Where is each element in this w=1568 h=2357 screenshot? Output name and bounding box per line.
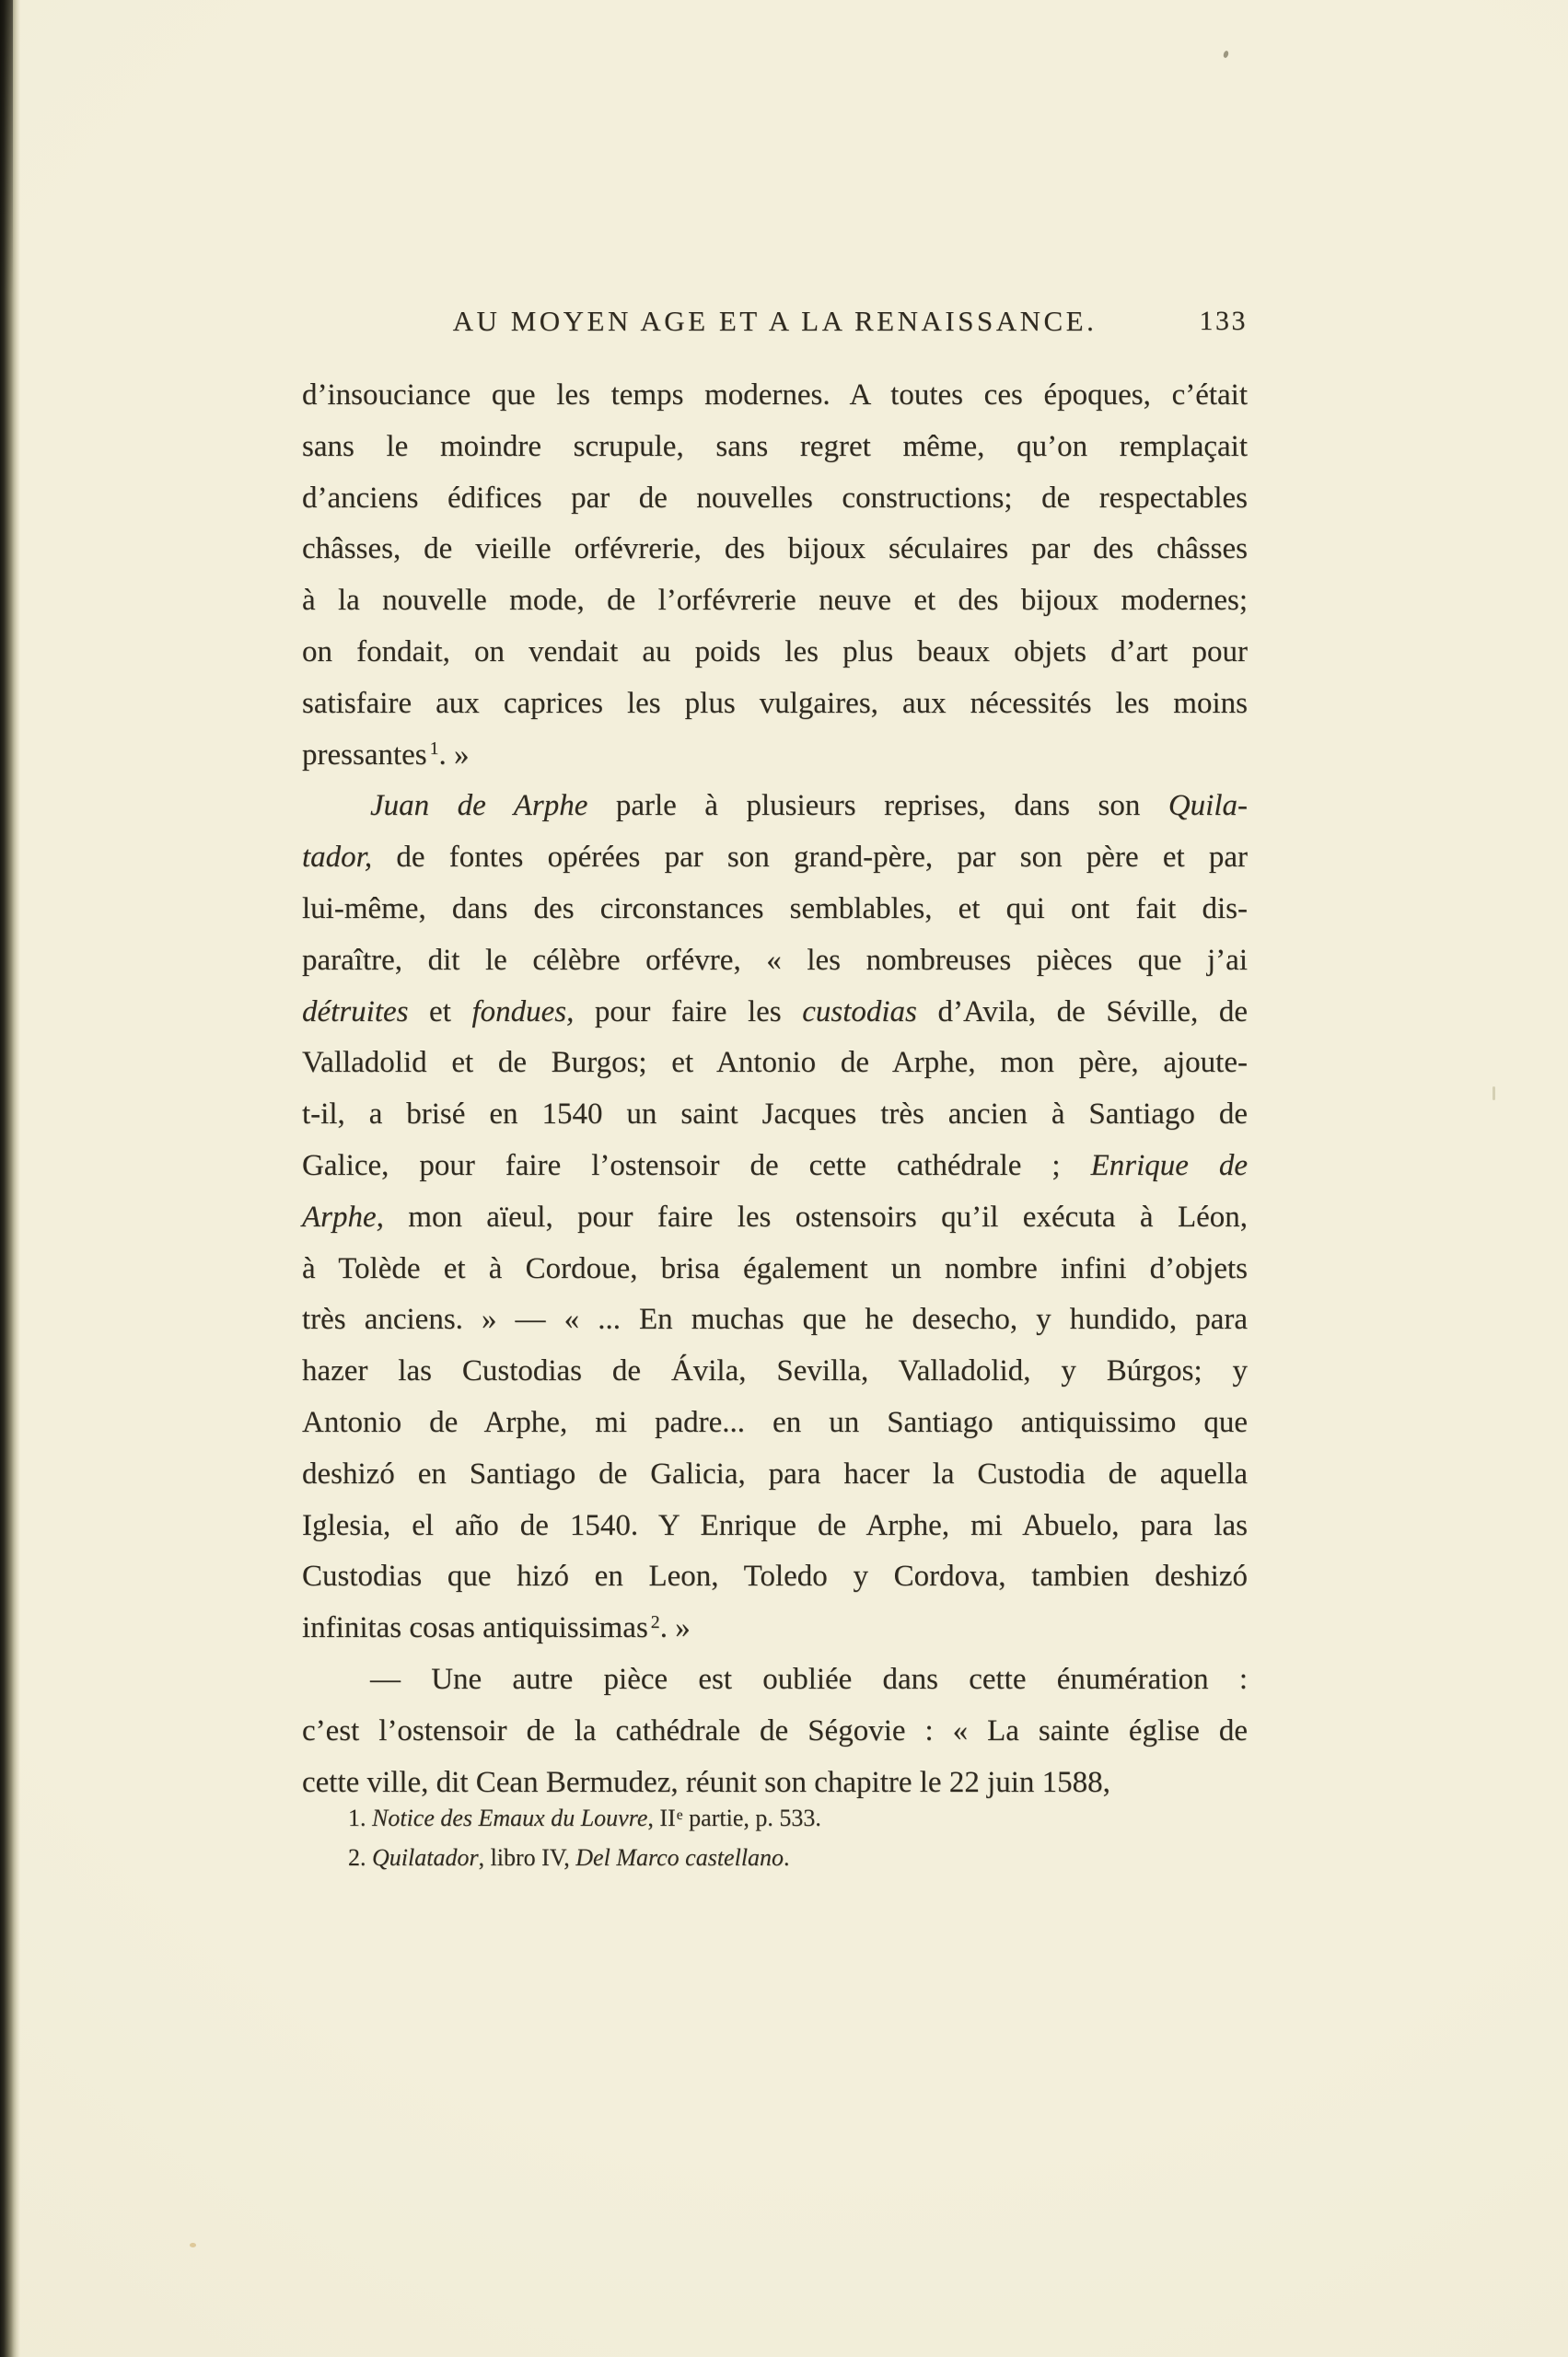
text-line: [302, 1449, 1248, 1501]
italic-text-run: Quilatador: [372, 1844, 479, 1871]
text-line: [302, 884, 1248, 935]
text-line: [302, 1706, 1248, 1758]
text-line: [302, 575, 1248, 627]
text-line: [302, 730, 1248, 782]
text-run: paraître, dit le célèbre orfévre, « les nombreuses pièces que j’ai: [302, 943, 1248, 977]
text-run: pressantes: [302, 737, 427, 772]
italic-text-run: Del Marco castellano: [575, 1844, 784, 1871]
text-run: — Une autre pièce est oubliée dans cette énumération :: [370, 1662, 1248, 1696]
text-line: [302, 1501, 1248, 1552]
footnote-reference: 1: [429, 738, 439, 760]
italic-text-run: custodias: [802, 994, 917, 1028]
text-line: [302, 781, 1248, 832]
text-line: [302, 1295, 1248, 1346]
paragraph: [302, 1655, 1248, 1808]
text-run: châsses, de vieille orfévrerie, des bijoux séculaires par des châsses: [302, 532, 1248, 566]
text-line: [302, 422, 1248, 473]
page-binding-edge: [0, 0, 20, 2357]
text-run: d’anciens édifices par de nouvelles constructions; de respectables: [302, 481, 1248, 515]
text-run: d’insouciance que les temps modernes. A toutes ces époques, c’était: [302, 378, 1248, 412]
text-line: [302, 1038, 1248, 1089]
text-line: [302, 987, 1248, 1039]
text-line: [302, 1603, 1248, 1655]
italic-text-run: Enrique de: [1090, 1148, 1248, 1182]
footnote-reference: 2: [650, 1611, 660, 1632]
footnote: [348, 1798, 1204, 1838]
text-run: , II: [647, 1805, 676, 1831]
italic-text-run: Notice des Emaux du Louvre: [372, 1805, 648, 1831]
text-run: et: [408, 994, 472, 1028]
text-line: [302, 627, 1248, 679]
text-run: pour faire les: [574, 994, 803, 1028]
text-run: infinitas cosas antiquissimas: [302, 1611, 648, 1645]
italic-text-run: tador,: [302, 841, 373, 875]
text-run: Galice, pour faire l’ostensoir de cette cathédrale ;: [302, 1148, 1091, 1182]
paper-speck: [1223, 50, 1229, 58]
text-run: très anciens. » — « ... En muchas que he desecho, y hundido, para: [302, 1303, 1248, 1337]
text-run: . »: [438, 737, 470, 772]
italic-text-run: Juan de Arphe: [370, 789, 588, 823]
binding-shadow: [0, 0, 13, 295]
text-run: c’est l’ostensoir de la cathédrale de Ségovie : « La sainte église de: [302, 1713, 1248, 1747]
page-number: 133: [1199, 306, 1248, 336]
italic-text-run: Arphe,: [302, 1200, 384, 1234]
text-run: . »: [659, 1611, 691, 1645]
text-run: cette ville, dit Cean Bermudez, réunit son chapitre le 22 juin 1588,: [302, 1765, 1110, 1799]
text-line: [302, 1398, 1248, 1449]
text-run: Antonio de Arphe, mi padre... en un Santiago antiquissimo que: [302, 1405, 1248, 1439]
text-line: [302, 935, 1248, 987]
text-line: [302, 524, 1248, 575]
text-run: .: [784, 1844, 790, 1871]
paragraph: [302, 781, 1248, 1655]
text-line: [302, 832, 1248, 884]
text-run: t-il, a brisé en 1540 un saint Jacques très ancien à Santiago de: [302, 1097, 1248, 1132]
text-line: [302, 1655, 1248, 1706]
text-run: 1.: [348, 1805, 372, 1831]
running-header: [302, 305, 1248, 343]
paragraph: [302, 370, 1248, 781]
text-line: [302, 1192, 1248, 1244]
text-run: , libro IV,: [478, 1844, 576, 1871]
text-line: [302, 1551, 1248, 1603]
text-run: hazer las Custodias de Ávila, Sevilla, Valladolid, y Búrgos; y: [302, 1354, 1248, 1388]
chapter-title: AU MOYEN AGE ET A LA RENAISSANCE.: [452, 305, 1098, 337]
text-run: Iglesia, el año de 1540. Y Enrique de Arphe, mi Abuelo, para las: [302, 1508, 1248, 1542]
text-line: [302, 1244, 1248, 1295]
page-body-text: [302, 370, 1248, 1808]
text-run: parle à plusieurs reprises, dans son: [587, 789, 1168, 823]
footnote-reference: e: [676, 1806, 683, 1823]
text-run: Valladolid et de Burgos; et Antonio de Arphe, mon père, ajoute-: [302, 1046, 1248, 1080]
italic-text-run: détruites: [302, 994, 409, 1028]
footnote: [348, 1838, 1204, 1877]
text-run: d’Avila, de Séville, de: [916, 994, 1248, 1028]
text-run: partie, p. 533.: [682, 1805, 821, 1831]
text-line: [302, 473, 1248, 525]
text-run: à Tolède et à Cordoue, brisa également un nombre infini d’objets: [302, 1251, 1248, 1285]
paper-speck: [190, 2243, 196, 2247]
text-line: [302, 1089, 1248, 1141]
text-run: mon aïeul, pour faire les ostensoirs qu’il exécuta à Léon,: [383, 1200, 1248, 1234]
text-run: de fontes opérées par son grand-père, par son père et par: [372, 841, 1248, 875]
text-run: à la nouvelle mode, de l’orfévrerie neuve et des bijoux modernes;: [302, 584, 1248, 618]
paper-speck: [1493, 1086, 1495, 1100]
text-run: deshizó en Santiago de Galicia, para hacer la Custodia de aquella: [302, 1457, 1248, 1491]
footnotes: [348, 1798, 1204, 1877]
text-line: [302, 370, 1248, 422]
text-line: [302, 1141, 1248, 1192]
text-line: [302, 1346, 1248, 1398]
text-line: [302, 679, 1248, 730]
text-run: 2.: [348, 1844, 372, 1871]
text-run: lui-même, dans des circonstances semblables, et qui ont fait dis-: [302, 891, 1248, 925]
text-run: on fondait, on vendait au poids les plus beaux objets d’art pour: [302, 634, 1248, 668]
italic-text-run: fondues,: [471, 994, 575, 1028]
italic-text-run: Quila-: [1167, 789, 1248, 823]
text-run: sans le moindre scrupule, sans regret même, qu’on remplaçait: [302, 429, 1248, 463]
text-run: Custodias que hizó en Leon, Toledo y Cordova, tambien deshizó: [302, 1560, 1248, 1594]
text-run: satisfaire aux caprices les plus vulgaires, aux nécessités les moins: [302, 686, 1248, 720]
